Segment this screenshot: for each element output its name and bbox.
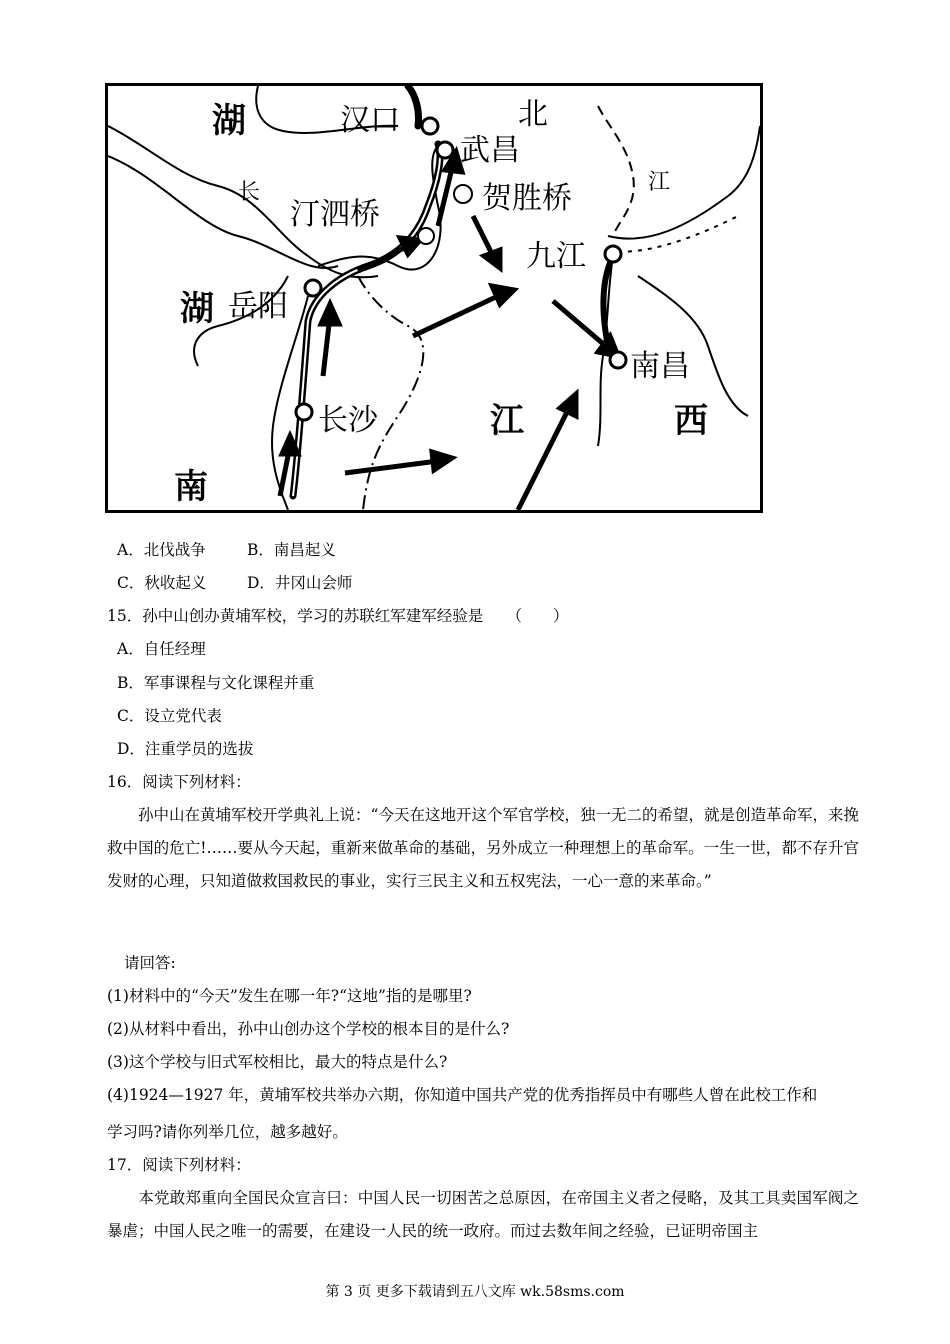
- q17-material: 本党敢郑重向全国民众宣言曰：中国人民一切困苦之总原因，在帝国主义者之侵略，及其工具卖国军阀之暴虐；中国人民之唯一的需要，在建设一人民的统一政府。而过去数年间之经验，已证明帝国主: [107, 1189, 859, 1240]
- q15-option-d: D．注重学员的选拔: [117, 740, 254, 758]
- q14-option-b: B．南昌起义: [247, 541, 336, 559]
- northern-expedition-map: [105, 83, 763, 513]
- map-label-chang: 长: [238, 180, 261, 205]
- arrow-head: [492, 286, 514, 304]
- arrow: [553, 301, 608, 348]
- map-label-nanchang: 南昌: [630, 349, 690, 384]
- battle-star-icon: [454, 185, 472, 203]
- river-line: [608, 126, 760, 239]
- q14-option-a: A．北伐战争: [117, 541, 206, 559]
- q15-option-c: C．设立党代表: [117, 707, 222, 725]
- q16-stem: 16．阅读下列材料：: [107, 773, 251, 791]
- q16-sub4: (4)1924—1927 年，黄埔军校共举办六期，你知道中国共产党的优秀指挥员中有哪些人曾在此校工作和: [107, 1086, 818, 1104]
- q16-prompt: 请回答:: [124, 954, 176, 972]
- map-label-hu: 湖: [212, 101, 246, 141]
- arrow: [413, 296, 498, 336]
- map-label-hu-left: 湖: [180, 289, 214, 329]
- q16-sub1: (1)材料中的“今天”发生在哪一年?“这地”指的是哪里?: [107, 987, 472, 1005]
- map-label-wuchang: 武昌: [460, 133, 520, 168]
- map-label-heshengqiao: 贺胜桥: [482, 181, 572, 216]
- arrow-head: [321, 304, 339, 324]
- map-label-hankou: 汉口: [340, 103, 400, 138]
- arrow: [518, 406, 570, 510]
- arrow-head: [484, 250, 500, 268]
- q14-option-d: D．井冈山会师: [247, 574, 353, 592]
- city-hankou-marker: [422, 118, 438, 134]
- map-label-jiang-top: 江: [648, 170, 671, 195]
- map-label-bei: 北: [518, 97, 548, 132]
- q16-material: 孙中山在黄埔军校开学典礼上说：“今天在这地开这个军官学校，独一无二的希望，就是创造革命军，来挽救中国的危亡!……要从今天起，重新来做革命的基础，另外成立一种理想上的革命军。一生一世，都不存升官发财的心理，只知道做救国救民的事业，实行三民主义和五权宪法，一心一意的来革命。”: [107, 806, 859, 890]
- q14-option-c: C．秋收起义: [117, 574, 207, 592]
- route-line: [408, 86, 419, 126]
- map-label-nan: 南: [174, 467, 208, 507]
- map-label-yueyang: 岳阳: [228, 289, 288, 324]
- map-label-jiujiang: 九江: [526, 239, 586, 274]
- q16-sub3: (3)这个学校与旧式军校相比，最大的特点是什么?: [107, 1053, 448, 1071]
- arrow: [345, 461, 438, 473]
- q16-sub2: (2)从材料中看出，孙中山创办这个学校的根本目的是什么?: [107, 1020, 510, 1038]
- map-label-changsha: 长沙: [318, 403, 378, 438]
- boundary-line: [358, 276, 423, 510]
- q17-stem: 17．阅读下列材料：: [107, 1156, 251, 1174]
- arrow: [473, 216, 493, 256]
- city-yueyang-marker: [305, 280, 321, 296]
- map-label-jiang: 江: [490, 401, 524, 441]
- q15-option-b: B．军事课程与文化课程并重: [117, 674, 315, 692]
- arrow-head: [560, 394, 576, 416]
- page-footer: 第 3 页 更多下载请到五八文库 wk.58sms.com: [325, 1284, 625, 1300]
- battle-star-icon: [418, 228, 434, 244]
- q15-option-a: A．自任经理: [117, 640, 206, 658]
- map-label-tingsiqiao: 汀泗桥: [290, 197, 380, 232]
- boundary-line: [608, 216, 738, 252]
- city-jiujiang-marker: [605, 246, 621, 262]
- arrow-head: [400, 238, 420, 254]
- q15-stem: 15．孙中山创办黄埔军校，学习的苏联红军建军经验是 （ ）: [107, 607, 569, 625]
- map-label-xi: 西: [674, 401, 708, 441]
- city-changsha-marker: [296, 404, 312, 420]
- q16-sub4-cont: 学习吗?请你列举几位，越多越好。: [107, 1123, 348, 1141]
- arrow-head: [432, 452, 452, 470]
- city-nanchang-marker: [610, 352, 626, 368]
- river-line: [638, 276, 748, 416]
- city-wuchang-marker: [437, 142, 453, 158]
- boundary-line: [598, 106, 634, 236]
